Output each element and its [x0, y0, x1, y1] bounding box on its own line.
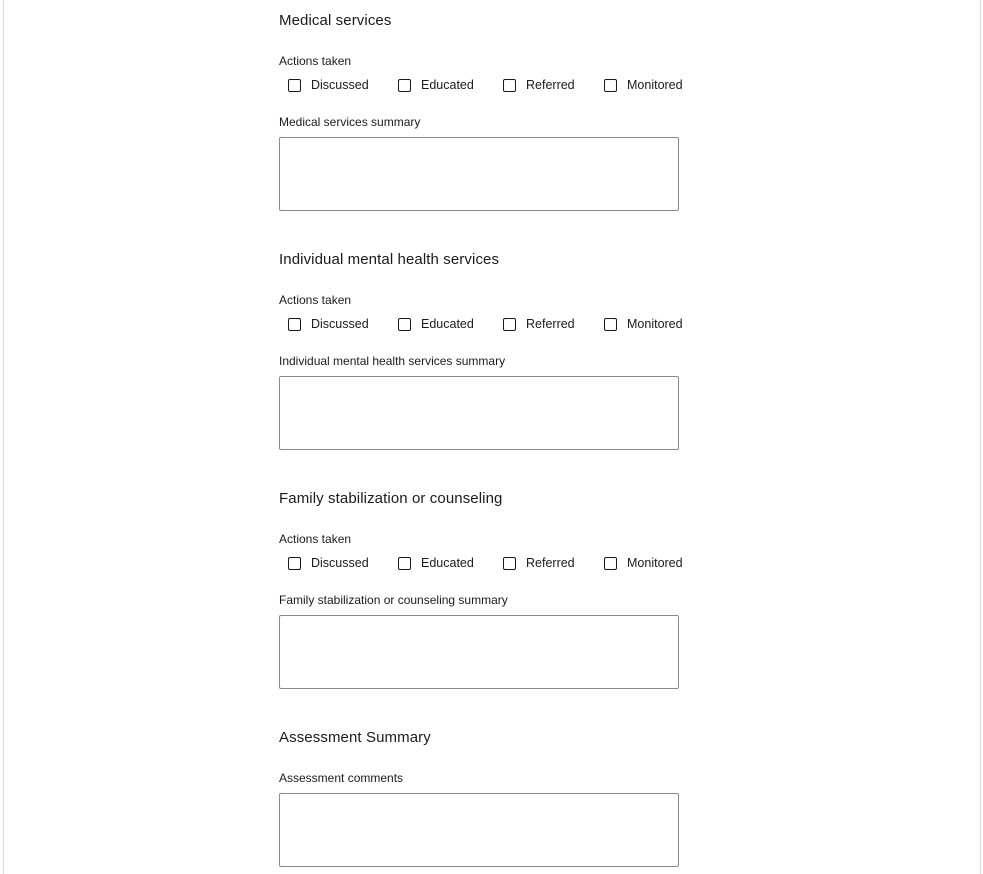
checkbox-box[interactable]	[398, 79, 411, 92]
checkbox-referred[interactable]	[503, 555, 604, 571]
mental-health-summary-textarea[interactable]	[279, 376, 679, 450]
checkbox-monitored[interactable]	[604, 77, 683, 93]
section-title: Medical services	[279, 12, 392, 29]
checkbox-educated[interactable]	[398, 77, 503, 93]
checkbox-box[interactable]	[503, 557, 516, 570]
checkbox-label: Discussed	[311, 317, 369, 331]
checkbox-label: Monitored	[627, 317, 683, 331]
summary-label: Individual mental health services summary	[279, 354, 506, 368]
medical-services-summary-textarea[interactable]	[279, 137, 679, 211]
checkbox-educated[interactable]	[398, 555, 503, 571]
checkbox-box[interactable]	[604, 318, 617, 331]
checkbox-box[interactable]	[503, 79, 516, 92]
actions-checkbox-group	[288, 76, 683, 94]
section-individual-mental-health	[279, 250, 699, 368]
actions-checkbox-group	[288, 315, 683, 333]
checkbox-box[interactable]	[503, 318, 516, 331]
summary-label: Family stabilization or counseling summary	[279, 593, 508, 607]
actions-checkbox-group	[288, 554, 683, 572]
checkbox-referred[interactable]	[503, 77, 604, 93]
checkbox-monitored[interactable]	[604, 555, 683, 571]
checkbox-label: Discussed	[311, 78, 369, 92]
checkbox-label: Discussed	[311, 556, 369, 570]
checkbox-monitored[interactable]	[604, 316, 683, 332]
checkbox-label: Referred	[526, 556, 575, 570]
checkbox-box[interactable]	[398, 557, 411, 570]
actions-taken-label: Actions taken	[279, 532, 352, 546]
assessment-comments-textarea[interactable]	[279, 793, 679, 867]
assessment-comments-label: Assessment comments	[279, 771, 404, 785]
checkbox-box[interactable]	[288, 557, 301, 570]
checkbox-discussed[interactable]	[288, 555, 398, 571]
section-family-stabilization	[279, 489, 699, 607]
checkbox-label: Monitored	[627, 556, 683, 570]
checkbox-box[interactable]	[604, 79, 617, 92]
checkbox-label: Referred	[526, 78, 575, 92]
family-stabilization-summary-textarea[interactable]	[279, 615, 679, 689]
actions-taken-label: Actions taken	[279, 293, 352, 307]
section-title: Family stabilization or counseling	[279, 490, 503, 507]
checkbox-label: Monitored	[627, 78, 683, 92]
checkbox-label: Educated	[421, 317, 474, 331]
checkbox-box[interactable]	[604, 557, 617, 570]
section-medical-services	[279, 11, 699, 129]
checkbox-label: Educated	[421, 78, 474, 92]
checkbox-box[interactable]	[288, 318, 301, 331]
summary-label: Medical services summary	[279, 115, 421, 129]
section-assessment-summary	[279, 728, 699, 785]
checkbox-educated[interactable]	[398, 316, 503, 332]
checkbox-label: Referred	[526, 317, 575, 331]
checkbox-box[interactable]	[398, 318, 411, 331]
checkbox-discussed[interactable]	[288, 77, 398, 93]
checkbox-discussed[interactable]	[288, 316, 398, 332]
checkbox-referred[interactable]	[503, 316, 604, 332]
actions-taken-label: Actions taken	[279, 54, 352, 68]
checkbox-label: Educated	[421, 556, 474, 570]
checkbox-box[interactable]	[288, 79, 301, 92]
section-title: Individual mental health services	[279, 251, 500, 268]
section-title: Assessment Summary	[279, 729, 431, 746]
